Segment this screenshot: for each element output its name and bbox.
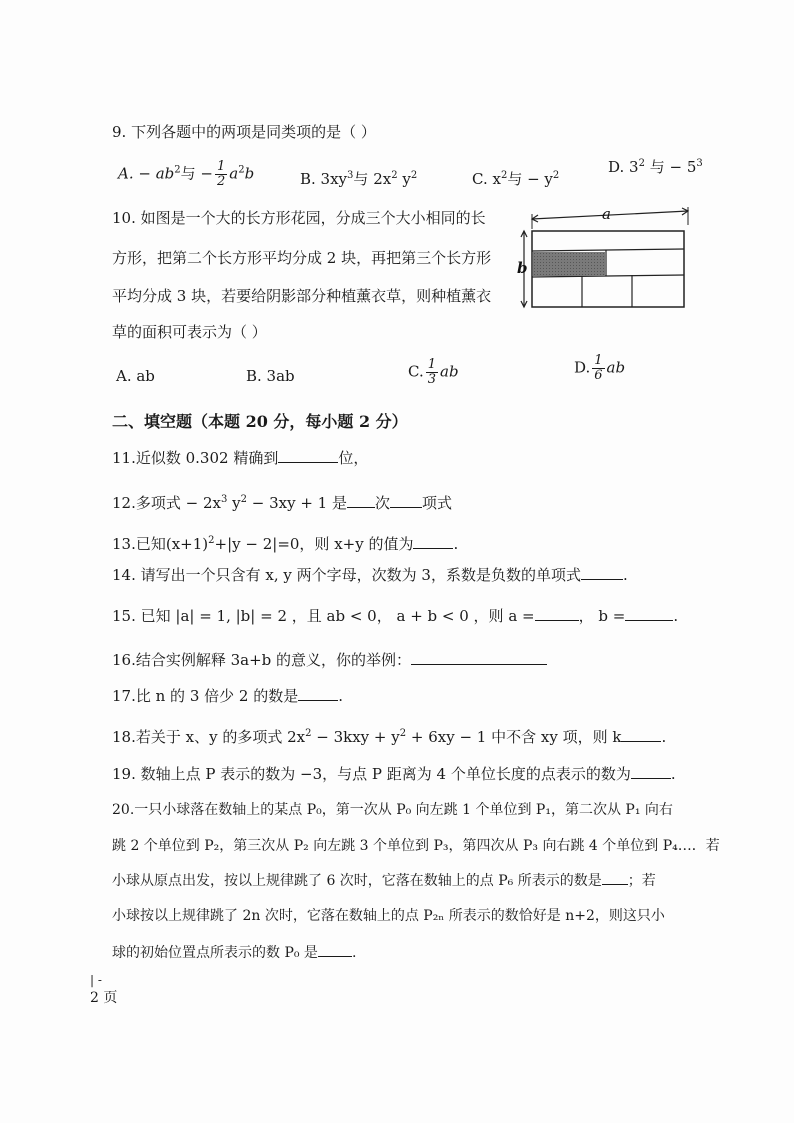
- q17: 17.比 n 的 3 倍少 2 的数是 .: [112, 687, 343, 705]
- q9-option-a: A. − $ab^2$与 − $\frac{1}{2}$ $a^2b$: [118, 159, 255, 189]
- q10-line-4: 草的面积可表示为（ ）: [112, 323, 267, 341]
- q9-option-d: D. $3^2$ 与 − $5^3$: [608, 158, 703, 176]
- q19: 19. 数轴上点 P 表示的数为 −3，与点 P 距离为 4 个单位长度的点表示的数为 .: [112, 765, 676, 783]
- q10-option-d: D. $\frac{1}{6}$ ab: [574, 353, 626, 383]
- q10-line-1: 10. 如图是一个大的长方形花园，分成三个大小相同的长: [112, 209, 486, 227]
- answer-blank: [390, 493, 422, 508]
- q20-line-4: 小球按以上规律跳了 2n 次时，它落在数轴上的点 P₂ₙ 所表示的数恰好是 n+2，则这只小: [112, 908, 665, 924]
- q9-stem: 9. 下列各题中的两项是同类项的是（ ）: [112, 123, 376, 141]
- answer-blank: [318, 942, 352, 957]
- answer-blank: [631, 764, 671, 779]
- label-b: b: [517, 259, 528, 277]
- q9-fraction: $\frac{1}{2}$: [216, 159, 226, 189]
- q20-line-3: 小球从原点出发，按以上规律跳了 6 次时，它落在数轴上的点 P₆ 所表示的数是 ；若: [112, 870, 656, 891]
- garden-figure: [516, 205, 694, 313]
- footer-mark: | -: [90, 973, 102, 987]
- answer-blank: [621, 727, 661, 742]
- q20-line-1: 20.一只小球落在数轴上的某点 P₀，第一次从 P₀ 向左跳 1 个单位到 P₁，第二次从 P₁ 向右: [112, 802, 673, 818]
- q16: 16.结合实例解释 3a+b 的意义，你的举例：: [112, 650, 547, 670]
- q13: 13.已知$(x+1)^2+|y - 2|=0$，则 x+y 的值为 .: [112, 535, 459, 553]
- q9-option-c: C. $x^2$与 − $y^2$: [472, 170, 560, 188]
- q9-option-b: B. $3xy^3$与 $2x^2$ $y^2$: [300, 170, 418, 188]
- q10-line-2: 方形，把第二个长方形平均分成 2 块，再把第三个长方形: [112, 249, 492, 267]
- q10-option-c: C. $\frac{1}{3}$ ab: [408, 357, 459, 387]
- section-title: 二、填空题（本题 20 分，每小题 2 分）: [112, 412, 408, 431]
- answer-blank: [411, 650, 547, 665]
- q10-line-3: 平均分成 3 块，若要给阴影部分种植薰衣草，则种植薰衣: [112, 287, 492, 305]
- q14: 14. 请写出一个只含有 x, y 两个字母，次数为 3，系数是负数的单项式 .: [112, 566, 628, 584]
- q20-line-5: 球的初始位置点所表示的数 P₀ 是 .: [112, 942, 356, 963]
- q20-line-2: 跳 2 个单位到 P₂，第三次从 P₂ 向左跳 3 个单位到 P₃，第四次从 P₃ 向右跳 4 个单位到 P₄…．若: [112, 838, 720, 854]
- answer-blank: [625, 606, 673, 621]
- q11: 11.近似数 0.302 精确到 位，: [112, 449, 369, 467]
- q10-option-b: B. 3ab: [246, 367, 295, 385]
- q18: 18.若关于 x、y 的多项式 $2x^2 - 3kxy + y^2 + 6xy - 1$ 中不含 xy 项，则 k .: [112, 728, 667, 746]
- q10-option-a: A. ab: [116, 367, 155, 385]
- answer-blank: [347, 493, 375, 508]
- answer-blank: [535, 606, 579, 621]
- q12: 12.多项式 − $2x^3$ $y^2 - 3xy + 1$ 是 次 项式: [112, 494, 452, 512]
- answer-blank: [602, 870, 628, 885]
- page-number: 2 页: [90, 990, 118, 1006]
- answer-blank: [298, 686, 338, 701]
- answer-blank: [581, 565, 623, 580]
- label-a: a: [602, 205, 611, 223]
- answer-blank: [278, 448, 338, 463]
- q15: 15. 已知 |a| = 1, |b| = 2 ，且 ab < 0， a + b < 0 ，则 a = ， b = .: [112, 607, 679, 625]
- answer-blank: [413, 534, 453, 549]
